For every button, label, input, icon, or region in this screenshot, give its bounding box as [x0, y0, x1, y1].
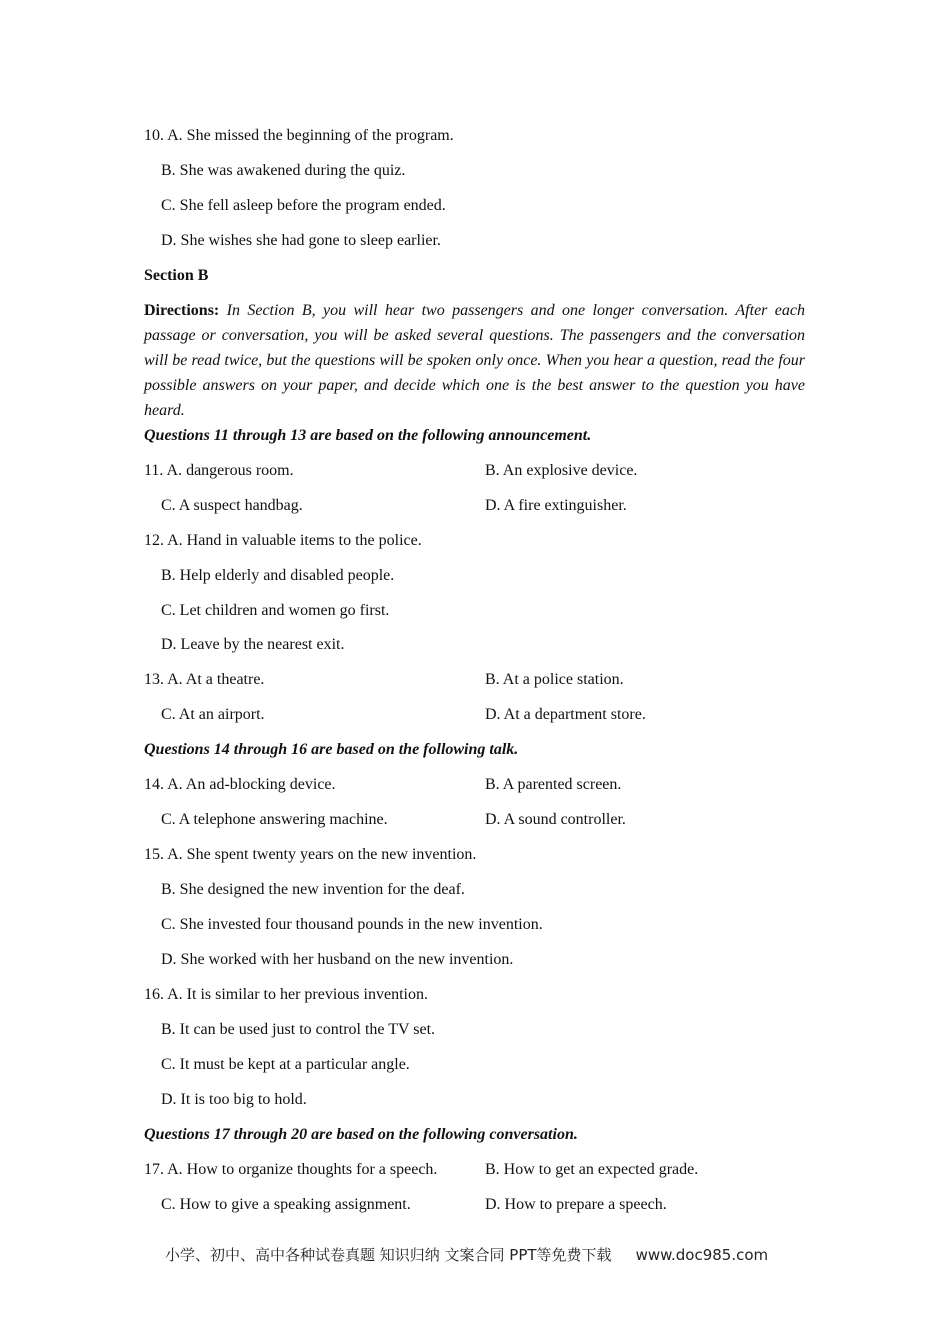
- section-b-title: Section B: [144, 267, 209, 284]
- directions-text: In Section B, you will hear two passengers and one longer conversation. After each passage or conversation, you will be asked several questions. The passengers and the conversation will be read twice, but the questions will be spoken only once. When you hear a question, read the four possible answers on your paper, and decide which one is the best answer to the question you have heard.: [144, 302, 805, 419]
- q10-option-c: C. She fell asleep before the program ended.: [161, 197, 446, 214]
- q10-option-b: B. She was awakened during the quiz.: [161, 162, 406, 179]
- q17-option-b: B. How to get an expected grade.: [485, 1161, 699, 1178]
- q13-option-b: B. At a police station.: [485, 671, 624, 688]
- q15-option-d: D. She worked with her husband on the new invention.: [161, 951, 514, 968]
- q15-option-c: C. She invested four thousand pounds in the new invention.: [161, 916, 543, 933]
- q16-option-d: D. It is too big to hold.: [161, 1091, 307, 1108]
- q11-option-d: D. A fire extinguisher.: [485, 497, 627, 514]
- q15-option-a: 15. A. She spent twenty years on the new invention.: [144, 846, 477, 863]
- q13-option-c: C. At an airport.: [161, 706, 265, 723]
- q14-option-c: C. A telephone answering machine.: [161, 811, 388, 828]
- q16-option-b: B. It can be used just to control the TV set.: [161, 1021, 436, 1038]
- q17-option-c: C. How to give a speaking assignment.: [161, 1196, 411, 1213]
- q15-option-b: B. She designed the new invention for the deaf.: [161, 881, 465, 898]
- q12-option-d: D. Leave by the nearest exit.: [161, 636, 345, 653]
- directions: [144, 298, 805, 423]
- q13-option-d: D. At a department store.: [485, 706, 646, 723]
- q11-option-a: 11. A. dangerous room.: [144, 462, 294, 479]
- q13-option-a: 13. A. At a theatre.: [144, 671, 265, 688]
- q14-option-a: 14. A. An ad-blocking device.: [144, 776, 336, 793]
- footer-url[interactable]: www.doc985.com: [635, 1246, 769, 1264]
- q12-option-c: C. Let children and women go first.: [161, 602, 390, 619]
- q10-option-a: 10. A. She missed the beginning of the program.: [144, 127, 454, 144]
- q17-option-d: D. How to prepare a speech.: [485, 1196, 667, 1213]
- group3-heading: Questions 17 through 20 are based on the following conversation.: [144, 1126, 578, 1143]
- q12-option-b: B. Help elderly and disabled people.: [161, 567, 395, 584]
- group1-heading: Questions 11 through 13 are based on the following announcement.: [144, 427, 592, 444]
- q17-option-a: 17. A. How to organize thoughts for a speech.: [144, 1161, 438, 1178]
- directions-label: Directions:: [144, 302, 220, 319]
- footer-text: 小学、初中、高中各种试卷真题 知识归纳 文案合同 PPT等免费下载: [165, 1246, 612, 1264]
- q11-option-b: B. An explosive device.: [485, 462, 638, 479]
- q11-option-c: C. A suspect handbag.: [161, 497, 303, 514]
- q10-option-d: D. She wishes she had gone to sleep earlier.: [161, 232, 441, 249]
- footer: [165, 1244, 768, 1265]
- q12-option-a: 12. A. Hand in valuable items to the police.: [144, 532, 422, 549]
- q16-option-c: C. It must be kept at a particular angle.: [161, 1056, 410, 1073]
- q14-option-d: D. A sound controller.: [485, 811, 626, 828]
- q16-option-a: 16. A. It is similar to her previous invention.: [144, 986, 428, 1003]
- q14-option-b: B. A parented screen.: [485, 776, 622, 793]
- group2-heading: Questions 14 through 16 are based on the following talk.: [144, 741, 519, 758]
